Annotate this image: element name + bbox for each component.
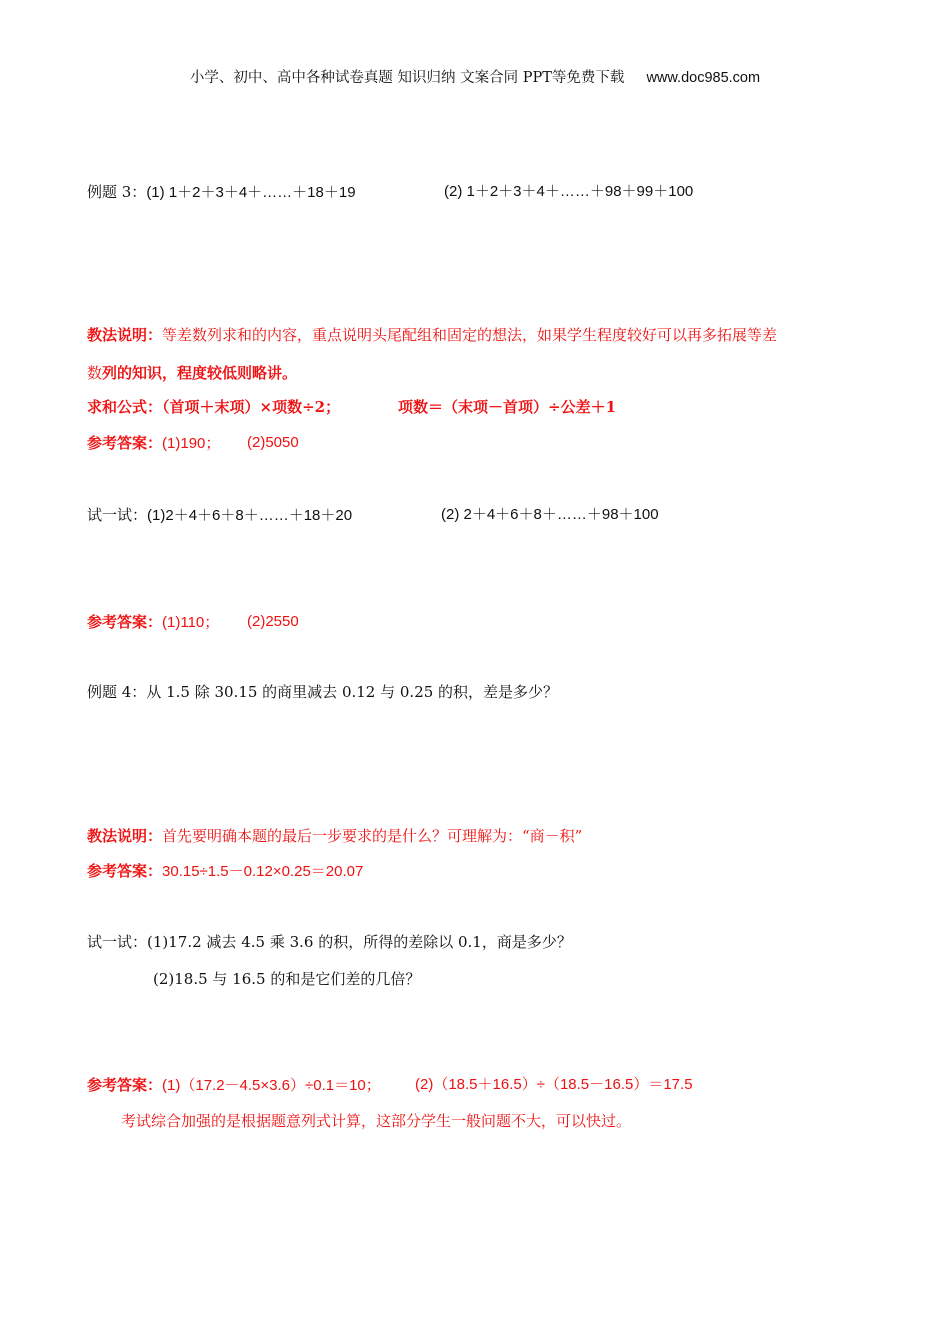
answer-3-text: 30.15÷1.5－0.12×0.25＝20.07	[162, 863, 364, 880]
header-site-link[interactable]: www.doc985.com	[646, 70, 761, 86]
example-4-text: 从 1.5 除 30.15 的商里减去 0.12 与 0.25 的积，差是多少？	[146, 683, 559, 701]
teaching-note-1-line-1	[87, 325, 777, 345]
teaching-note-1-text-2a: 数	[87, 364, 103, 382]
answer-2-label: 参考答案：	[87, 613, 163, 631]
sum-formula: 求和公式：（首项＋末项）×项数÷2；	[87, 398, 341, 416]
closing-note: 考试综合加强的是根据题意列式计算，这部分学生一般问题不大，可以快过。	[121, 1112, 632, 1130]
teaching-note-1-text: 等差数列求和的内容，重点说明头尾配组和固定的想法，如果学生程度较好可以再多拓展等差	[162, 326, 778, 344]
teaching-note-1-text-2b: 列的知识，程度较低则略讲。	[102, 364, 298, 382]
answer-1-label: 参考答案：	[87, 434, 163, 452]
example-4-row	[87, 682, 558, 702]
example-3-question-2: (2) 1＋2＋3＋4＋……＋98＋99＋100	[444, 183, 694, 200]
page-header	[0, 68, 950, 88]
answer-4-a1: (1)（17.2－4.5×3.6）÷0.1＝10；	[162, 1077, 381, 1094]
answer-1-a2: (2)5050	[247, 434, 299, 451]
try-2-question-1: (1)17.2 减去 4.5 乘 3.6 的积，所得的差除以 0.1，商是多少？	[147, 933, 572, 951]
answer-4-a2: (2)（18.5＋16.5）÷（18.5－16.5）＝17.5	[415, 1076, 693, 1093]
teaching-note-2-row	[87, 826, 582, 846]
answer-4-row	[87, 1075, 381, 1096]
answer-2-a2: (2)2550	[247, 613, 299, 630]
teaching-note-1-label: 教法说明：	[87, 326, 163, 344]
example-3-label: 例题 3：	[87, 183, 147, 201]
example-4-label: 例题 4：	[87, 683, 147, 701]
example-3-question-1: (1) 1＋2＋3＋4＋……＋18＋19	[146, 184, 356, 201]
answer-3-label: 参考答案：	[87, 862, 163, 880]
header-text: 小学、初中、高中各种试卷真题 知识归纳 文案合同 PPT等免费下载	[189, 70, 625, 86]
try-2-row	[87, 932, 572, 952]
try-1-question-2: (2) 2＋4＋6＋8＋……＋98＋100	[441, 506, 659, 523]
answer-4-label: 参考答案：	[87, 1076, 163, 1094]
teaching-note-1-line-2	[87, 363, 297, 383]
try-1-label: 试一试：	[87, 506, 148, 524]
try-2-question-2: (2)18.5 与 16.5 的和是它们差的几倍？	[153, 970, 421, 988]
try-2-label: 试一试：	[87, 933, 148, 951]
answer-1-row	[87, 433, 220, 454]
try-1-row	[87, 505, 352, 526]
try-1-question-1: (1)2＋4＋6＋8＋……＋18＋20	[147, 507, 353, 524]
term-count-formula: 项数＝（末项－首项）÷公差＋1	[398, 398, 617, 416]
answer-1-a1: (1)190；	[162, 435, 221, 452]
example-3-row	[87, 182, 356, 203]
answer-2-row	[87, 612, 219, 633]
answer-2-a1: (1)110；	[162, 614, 220, 631]
teaching-note-2-label: 教法说明：	[87, 827, 163, 845]
answer-3-row	[87, 861, 363, 882]
teaching-note-2-text: 首先要明确本题的最后一步要求的是什么？可理解为：“商－积”	[162, 827, 583, 845]
